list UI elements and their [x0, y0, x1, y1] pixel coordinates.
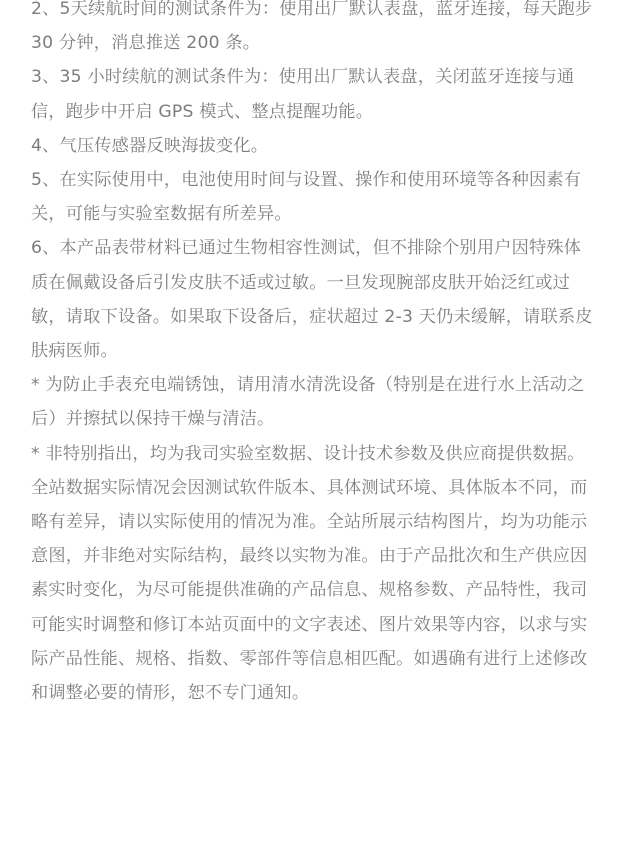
- product-notes: [31, 0, 593, 710]
- note-data-disclaimer: * 非特别指出，均为我司实验室数据、设计技术参数及供应商提供数据。全站数据实际情况会因测试软件版本、具体测试环境、具体版本不同，而略有差异，请以实际使用的情况为准。全站所展示结构图片，均为功能示意图，并非绝对实际结构，最终以实物为准。由于产品批次和生产供应因素实时变化，为尽可能提供准确的产品信息、规格参数、产品特性，我司可能实时调整和修订本站页面中的文字表述、图片效果等内容，以求与实际产品性能、规格、指数、零部件等信息相匹配。如遇确有进行上述修改和调整必要的情形，恕不专门通知。: [31, 443, 588, 704]
- note-battery-35-hour: 3、35 小时续航的测试条件为：使用出厂默认表盘，关闭蓝牙连接与通信，跑步中开启 GPS 模式、整点提醒功能。: [31, 67, 575, 122]
- note-battery-variance: 5、在实际使用中，电池使用时间与设置、操作和使用环境等各种因素有关，可能与实验室数据有所差异。: [31, 170, 582, 225]
- note-charging-care: * 为防止手表充电端锈蚀，请用清水清洗设备（特别是在进行水上活动之后）并擦拭以保持干燥与清洁。: [31, 375, 585, 430]
- note-barometer: 4、气压传感器反映海拔变化。: [31, 135, 269, 156]
- note-strap-biocompatibility: 6、本产品表带材料已通过生物相容性测试，但不排除个别用户因特殊体质在佩戴设备后引发皮肤不适或过敏。一旦发现腕部皮肤开始泛红或过敏，请取下设备。如果取下设备后，症状超过 2-3 天仍未缓解，请联系皮肤病医师。: [31, 238, 593, 362]
- note-battery-5-day: 2、5天续航时间的测试条件为：使用出厂默认表盘，蓝牙连接，每天跑步 30 分钟，消息推送 200 条。: [31, 0, 593, 54]
